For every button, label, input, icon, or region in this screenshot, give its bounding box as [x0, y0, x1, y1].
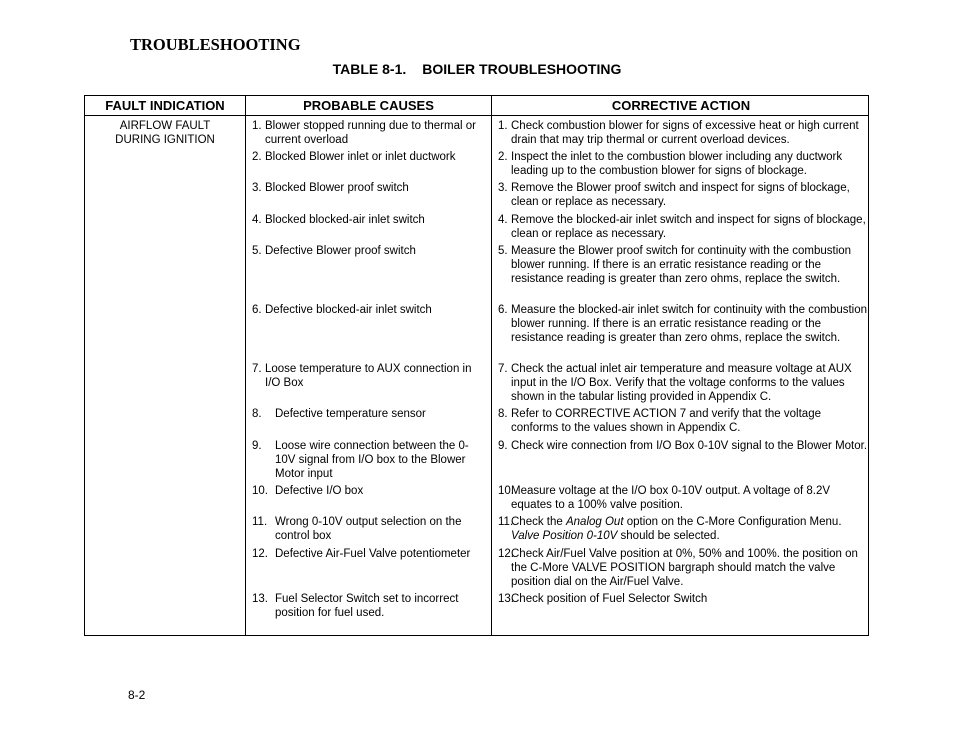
- cause-item: [252, 119, 488, 147]
- action-text-part: option on the C-More Configuration Menu.: [623, 516, 842, 528]
- action-item: [498, 244, 868, 286]
- cause-text: Blower stopped running due to thermal or current overload: [265, 120, 476, 146]
- action-number: 10.: [498, 485, 514, 497]
- cause-item: [252, 592, 488, 620]
- action-item: [498, 362, 868, 404]
- action-text: Measure the Blower proof switch for continuity with the combustion blower running. If there is an erratic resistance reading or the resistance reading is greater than zero ohms, replace the switch.: [511, 245, 852, 285]
- cause-text: Defective temperature sensor: [275, 408, 426, 420]
- action-item: [498, 150, 868, 178]
- action-text-part: should be selected.: [617, 530, 720, 542]
- cause-text: Blocked Blower inlet or inlet ductwork: [265, 151, 456, 163]
- cause-text: Defective blocked-air inlet switch: [265, 304, 432, 316]
- cause-text: Defective Air-Fuel Valve potentiometer: [275, 548, 471, 560]
- action-item: [498, 484, 868, 512]
- cause-item: [252, 181, 488, 195]
- action-item: [498, 119, 868, 147]
- cause-number: 3.: [252, 182, 262, 194]
- action-text: [511, 515, 868, 543]
- cause-number: 12.: [252, 548, 268, 560]
- cause-number: 5.: [252, 245, 262, 257]
- action-text: Check combustion blower for signs of excessive heat or high current drain that may trip thermal or current overload devices.: [511, 120, 859, 146]
- action-number: 9.: [498, 440, 508, 452]
- action-text: Remove the Blower proof switch and inspect for signs of blockage, clean or replace as necessary.: [511, 182, 850, 208]
- action-number: 3.: [498, 182, 508, 194]
- action-text: Check wire connection from I/O Box 0-10V signal to the Blower Motor.: [511, 440, 868, 452]
- action-text: Check position of Fuel Selector Switch: [511, 593, 708, 605]
- action-text: Refer to CORRECTIVE ACTION 7 and verify that the voltage conforms to the values shown in Appendix C.: [511, 408, 821, 434]
- action-number: 5.: [498, 245, 508, 257]
- action-text: Remove the blocked-air inlet switch and inspect for signs of blockage, clean or replace as necessary.: [511, 214, 866, 240]
- table-number: TABLE 8-1.: [332, 61, 407, 77]
- cause-number: 6.: [252, 304, 262, 316]
- cause-number: 2.: [252, 151, 262, 163]
- action-item: [498, 515, 868, 543]
- cause-text: Defective I/O box: [275, 485, 364, 497]
- troubleshooting-table: [84, 95, 869, 636]
- cause-text: Blocked blocked-air inlet switch: [265, 214, 425, 226]
- action-item: [498, 181, 868, 209]
- cause-text: Blocked Blower proof switch: [265, 182, 409, 194]
- action-number: 1.: [498, 120, 508, 132]
- action-item: [498, 439, 868, 453]
- header-divider: [85, 115, 868, 116]
- action-text: Check Air/Fuel Valve position at 0%, 50% and 100%. the position on the C-More VALVE POSITION bargraph should match the valve position dial on the Air/Fuel Valve.: [511, 548, 858, 588]
- action-text: Measure voltage at the I/O box 0-10V output. A voltage of 8.2V equates to a 100% valve position.: [511, 485, 831, 511]
- cause-number: 4.: [252, 214, 262, 226]
- action-text: Measure the blocked-air inlet switch for continuity with the combustion blower running. If there is an erratic resistance reading or the resistance reading is greater than zero ohms, replace the switch.: [511, 304, 868, 344]
- action-text-emphasis: Analog Out: [565, 516, 624, 528]
- cause-item: [252, 407, 488, 421]
- cause-item: [252, 515, 488, 543]
- cause-item: [252, 439, 488, 481]
- cause-item: [252, 484, 488, 498]
- cause-number: 8.: [252, 408, 262, 420]
- cause-item: [252, 547, 488, 561]
- action-number: 12.: [498, 548, 514, 560]
- action-number: 2.: [498, 151, 508, 163]
- action-item: [498, 303, 868, 345]
- action-number: 11.: [498, 516, 514, 528]
- fault-line: AIRFLOW FAULT: [119, 120, 211, 132]
- action-number: 7.: [498, 363, 508, 375]
- action-item: [498, 592, 868, 606]
- action-text-emphasis: Valve Position 0-10V: [511, 530, 618, 542]
- cause-text: Loose temperature to AUX connection in I/O Box: [265, 363, 472, 389]
- action-number: 13.: [498, 593, 514, 605]
- column-header-action: CORRECTIVE ACTION: [611, 98, 751, 113]
- cause-number: 9.: [252, 440, 262, 452]
- page-heading: TROUBLESHOOTING: [130, 35, 301, 54]
- action-text: Inspect the inlet to the combustion blower including any ductwork leading up to the combustion blower for signs of blockage.: [511, 151, 843, 177]
- cause-text: Wrong 0-10V output selection on the control box: [275, 516, 462, 542]
- action-item: [498, 547, 868, 589]
- action-text: Check the actual inlet air temperature and measure voltage at AUX input in the I/O Box. Verify that the voltage conforms to the values shown in the tabular listing provided in Appendix C.: [511, 363, 852, 403]
- column-header-causes: PROBABLE CAUSES: [303, 98, 434, 113]
- cause-number: 10.: [252, 485, 268, 497]
- cause-number: 13.: [252, 593, 268, 605]
- cause-item: [252, 150, 488, 164]
- cause-text: Loose wire connection between the 0-10V signal from I/O box to the Blower Motor input: [275, 440, 469, 480]
- column-header-fault: FAULT INDICATION: [105, 98, 225, 113]
- action-text-part: Check the: [511, 516, 566, 528]
- cause-item: [252, 303, 488, 317]
- column-divider: [491, 96, 492, 635]
- page-number: 8-2: [128, 688, 146, 702]
- column-divider: [245, 96, 246, 635]
- action-number: 8.: [498, 408, 508, 420]
- table-title-text: BOILER TROUBLESHOOTING: [422, 61, 622, 77]
- action-item: [498, 407, 868, 435]
- action-item: [498, 213, 868, 241]
- cause-item: [252, 362, 488, 390]
- fault-line: DURING IGNITION: [115, 134, 215, 146]
- cause-number: 7.: [252, 363, 262, 375]
- action-number: 4.: [498, 214, 508, 226]
- cause-text: Defective Blower proof switch: [265, 245, 416, 257]
- table-title: [0, 61, 954, 77]
- cause-item: [252, 213, 488, 227]
- cause-text: Fuel Selector Switch set to incorrect position for fuel used.: [275, 593, 459, 619]
- action-number: 6.: [498, 304, 508, 316]
- fault-indication-cell: [85, 119, 245, 147]
- cause-item: [252, 244, 488, 258]
- cause-number: 1.: [252, 120, 262, 132]
- cause-number: 11.: [252, 516, 268, 528]
